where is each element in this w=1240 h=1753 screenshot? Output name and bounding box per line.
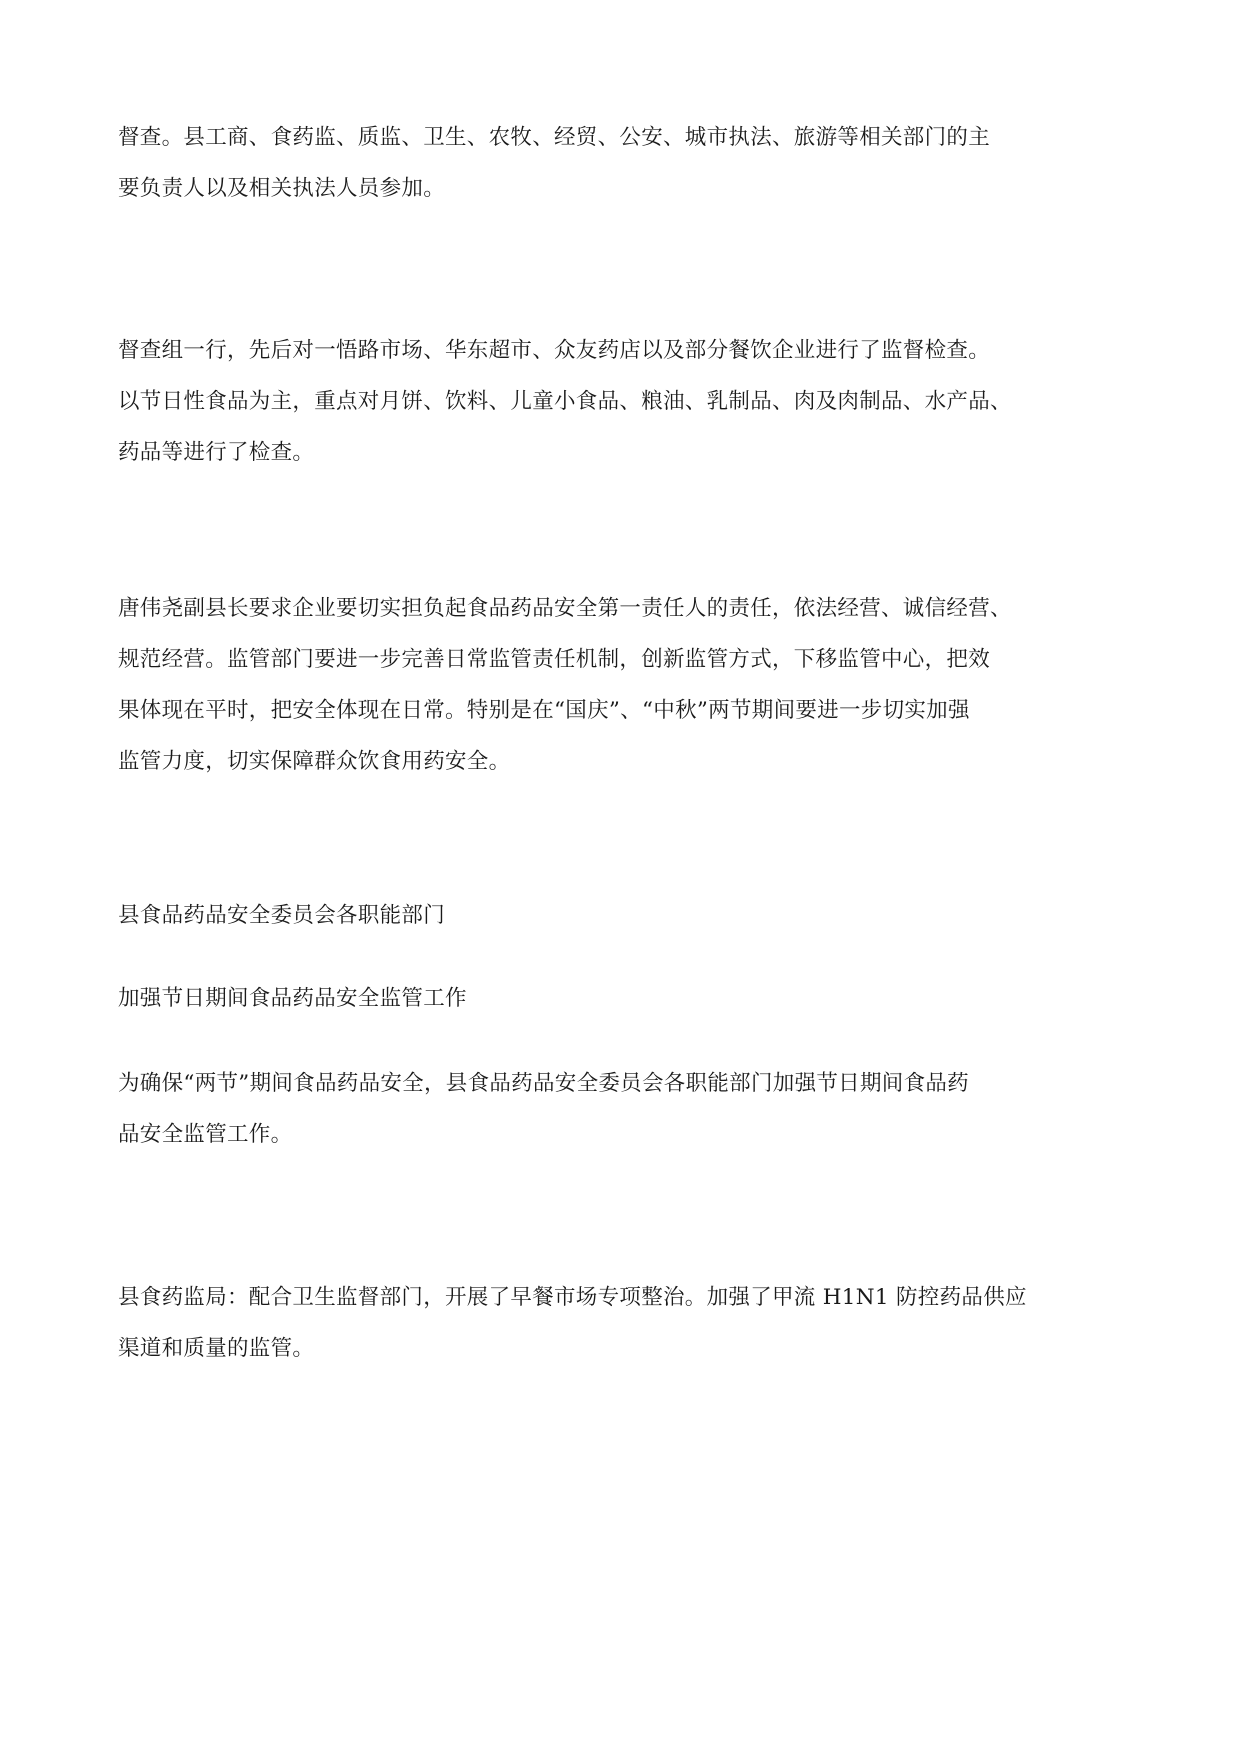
- paragraph-line: 规范经营。监管部门要进一步完善日常监管责任机制，创新监管方式，下移监管中心，把效: [118, 647, 991, 672]
- paragraph-line: 为确保“两节”期间食品药品安全，县食品药品安全委员会各职能部门加强节日期间食品药: [118, 1071, 969, 1096]
- paragraph-line: 以节日性食品为主，重点对月饼、饮料、儿童小食品、粮油、乳制品、肉及肉制品、水产品、: [118, 389, 1012, 414]
- paragraph-line: 要负责人以及相关执法人员参加。: [118, 176, 446, 201]
- paragraph-holiday-safety: [118, 1058, 1122, 1160]
- paragraph-line: 品安全监管工作。: [118, 1122, 293, 1147]
- section-heading-departments: [118, 890, 1122, 941]
- paragraph-line: 果体现在平时，把安全体现在日常。特别是在“国庆”、“中秋”两节期间要进一步切实加强: [118, 698, 970, 723]
- paragraph-line: 唐伟尧副县长要求企业要切实担负起食品药品安全第一责任人的责任，依法经营、诚信经营、: [118, 596, 1012, 621]
- paragraph-inspection-participants: [118, 112, 1122, 214]
- paragraph-line: 督查。县工商、食药监、质监、卫生、农牧、经贸、公安、城市执法、旅游等相关部门的主: [118, 125, 991, 150]
- paragraph-inspection-scope: [118, 325, 1122, 478]
- section-heading-holiday-work: [118, 973, 1122, 1024]
- paragraph-food-drug-bureau: [118, 1272, 1122, 1374]
- paragraph-leader-requirements: [118, 583, 1122, 787]
- paragraph-line: 县食药监局：配合卫生监督部门，开展了早餐市场专项整治。加强了甲流 H1N1 防控药品供应: [118, 1285, 1027, 1310]
- paragraph-line: 药品等进行了检查。: [118, 440, 315, 465]
- heading-line: 县食品药品安全委员会各职能部门: [118, 903, 446, 928]
- paragraph-line: 监管力度，切实保障群众饮食用药安全。: [118, 749, 511, 774]
- paragraph-line: 督查组一行，先后对一悟路市场、华东超市、众友药店以及部分餐饮企业进行了监督检查。: [118, 338, 991, 363]
- heading-line: 加强节日期间食品药品安全监管工作: [118, 986, 467, 1011]
- paragraph-line: 渠道和质量的监管。: [118, 1336, 315, 1361]
